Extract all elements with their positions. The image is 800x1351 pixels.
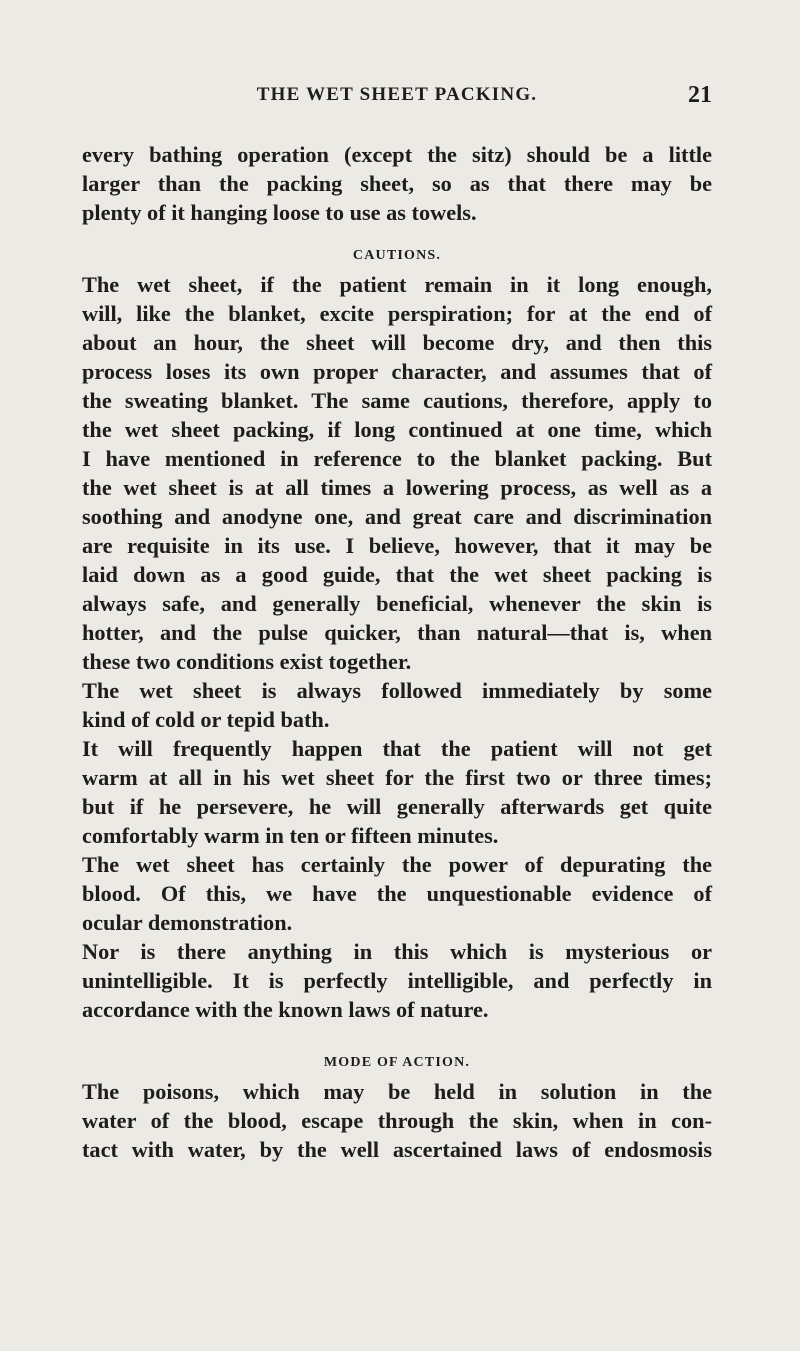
text-line: It will frequently happen that the patient will not get	[82, 736, 712, 761]
text-line: every bathing operation (except the sitz) should be a little	[82, 142, 712, 167]
text-line: but if he persevere, he will generally afterwards get quite	[82, 794, 712, 819]
text-line: the wet sheet is at all times a lowering process, as well as a	[82, 475, 712, 500]
text-line: soothing and anodyne one, and great care and discrimination	[82, 504, 712, 529]
text-line: larger than the packing sheet, so as that there may be	[82, 171, 712, 196]
text-line: unintelligible. It is perfectly intelligible, and perfectly in	[82, 968, 712, 993]
text-line: The wet sheet is always followed immediately by some	[82, 678, 712, 703]
text-line: accordance with the known laws of nature.	[82, 997, 489, 1022]
text-line: the wet sheet packing, if long continued at one time, which	[82, 417, 712, 442]
text-line: The poisons, which may be held in solution in the	[82, 1079, 712, 1104]
text-line: hotter, and the pulse quicker, than natural—that is, when	[82, 620, 712, 645]
text-line: Nor is there anything in this which is mysterious or	[82, 939, 712, 964]
text-line: I have mentioned in reference to the blanket packing. But	[82, 446, 712, 471]
page-number: 21	[688, 82, 712, 108]
text-line: these two conditions exist together.	[82, 649, 412, 674]
text-line: The wet sheet, if the patient remain in it long enough,	[82, 272, 712, 297]
text-line: always safe, and generally beneficial, whenever the skin is	[82, 591, 712, 616]
running-title: THE WET SHEET PACKING.	[256, 84, 538, 105]
text-line: plenty of it hanging loose to use as towels.	[82, 200, 477, 225]
text-line: water of the blood, escape through the skin, when in con-	[82, 1108, 712, 1133]
text-line: ocular demonstration.	[82, 910, 293, 935]
text-line: tact with water, by the well ascertained laws of endosmosis	[82, 1137, 712, 1162]
text-line: warm at all in his wet sheet for the first two or three times;	[82, 765, 712, 790]
text-line: laid down as a good guide, that the wet sheet packing is	[82, 562, 712, 587]
text-line: comfortably warm in ten or fifteen minutes.	[82, 823, 499, 848]
text-line: about an hour, the sheet will become dry, and then this	[82, 330, 712, 355]
text-line: the sweating blanket. The same cautions, therefore, apply to	[82, 388, 712, 413]
text-line: will, like the blanket, excite perspiration; for at the end of	[82, 301, 712, 326]
text-line: blood. Of this, we have the unquestionable evidence of	[82, 881, 712, 906]
text-line: process loses its own proper character, and assumes that of	[82, 359, 712, 384]
text-line: The wet sheet has certainly the power of depurating the	[82, 852, 712, 877]
text-line: are requisite in its use. I believe, however, that it may be	[82, 533, 712, 558]
text-line: kind of cold or tepid bath.	[82, 707, 330, 732]
page-body	[82, 140, 712, 1164]
running-header	[82, 84, 712, 114]
section-heading-mode-of-action: MODE OF ACTION.	[323, 1055, 471, 1070]
section-heading-cautions: CAUTIONS.	[352, 248, 442, 263]
